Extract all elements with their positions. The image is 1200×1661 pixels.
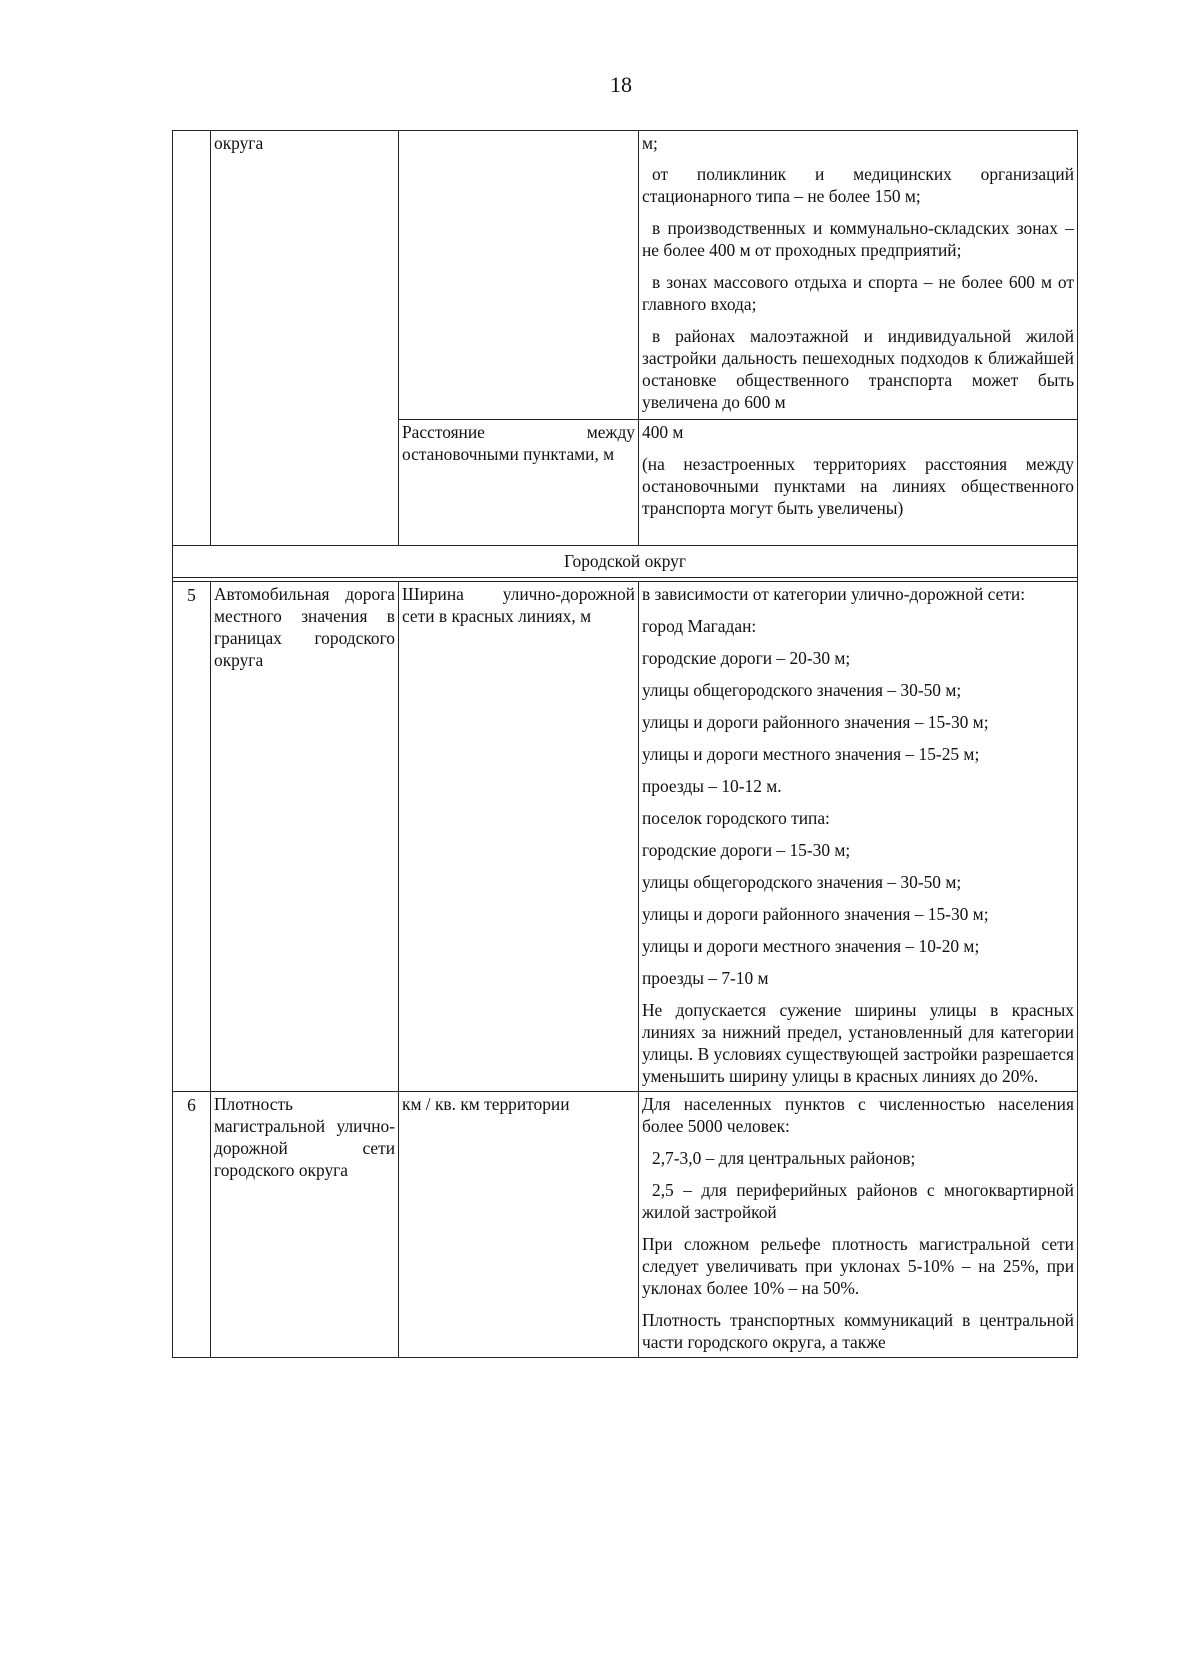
- object-name: округа: [214, 133, 264, 153]
- requirement-line: м;: [642, 133, 658, 153]
- requirement-line: в производственных и коммунально-складских зонах – не более 400 м от проходных предприятий;: [642, 218, 1074, 260]
- requirement-value: 400 м: [642, 422, 684, 442]
- object-name-cell: [211, 1092, 399, 1358]
- requirement-line: При сложном рельефе плотность магистральной сети следует увеличивать при уклонах 5-10% – на 25%, при уклонах более 10% – на 50%.: [642, 1234, 1074, 1298]
- requirement-line: улицы общегородского значения – 30-50 м;: [642, 680, 962, 700]
- requirement-line: проезды – 10-12 м.: [642, 776, 782, 796]
- requirement-line: город Магадан:: [642, 616, 757, 636]
- requirement-line: Для населенных пунктов с численностью населения более 5000 человек:: [642, 1094, 1074, 1136]
- table-row: [173, 131, 1078, 420]
- indicator-text: км / кв. км территории: [402, 1094, 570, 1114]
- indicator-cell: [399, 1092, 639, 1358]
- object-name-cell: [211, 131, 399, 546]
- requirement-line: поселок городского типа:: [642, 808, 830, 828]
- indicator-cell: [399, 420, 639, 546]
- requirement-line: от поликлиник и медицинских организаций стационарного типа – не более 150 м;: [642, 164, 1074, 206]
- requirement-line: в районах малоэтажной и индивидуальной жилой застройки дальность пешеходных подходов к ближайшей остановке общественного транспорта может быть увеличена до 600 м: [642, 326, 1074, 412]
- indicator-text: Ширина улично-дорожной сети в красных линиях, м: [402, 584, 635, 626]
- indicator-cell: [399, 582, 639, 1092]
- requirement-line: улицы и дороги местного значения – 10-20 м;: [642, 936, 980, 956]
- requirement-line: улицы и дороги районного значения – 15-30 м;: [642, 904, 989, 924]
- requirement-cell: [639, 1092, 1078, 1358]
- row-number-cell: 6: [173, 1092, 211, 1358]
- page-number: 18: [610, 72, 632, 97]
- requirement-cell: [639, 582, 1078, 1092]
- requirement-line: улицы и дороги районного значения – 15-30 м;: [642, 712, 989, 732]
- object-name: Автомобильная дорога местного значения в границах городского округа: [214, 584, 395, 670]
- requirement-line: Не допускается сужение ширины улицы в красных линиях за нижний предел, установленный для категории улицы. В условиях существующей застройки разрешается уменьшить ширину улицы в красных линиях до 20%.: [642, 1000, 1074, 1086]
- row-number-cell: [173, 131, 211, 546]
- object-name-cell: [211, 582, 399, 1092]
- norms-table: [172, 130, 1078, 1358]
- indicator-text: Расстояние между остановочными пунктами, м: [402, 422, 635, 464]
- requirement-line: проезды – 7-10 м: [642, 968, 769, 988]
- row-number-cell: 5: [173, 582, 211, 1092]
- requirement-line: 2,5 – для периферийных районов с многоквартирной жилой застройкой: [642, 1180, 1074, 1222]
- requirement-line: в зависимости от категории улично-дорожной сети:: [642, 584, 1026, 604]
- requirement-line: городские дороги – 15-30 м;: [642, 840, 851, 860]
- section-title: Городской округ: [173, 546, 1078, 578]
- requirement-line: в зонах массового отдыха и спорта – не более 600 м от главного входа;: [642, 272, 1074, 314]
- table-row: [173, 582, 1078, 1092]
- requirement-cell: [639, 131, 1078, 420]
- requirement-line: городские дороги – 20-30 м;: [642, 648, 851, 668]
- indicator-cell: [399, 131, 639, 420]
- requirement-line: улицы и дороги местного значения – 15-25 м;: [642, 744, 980, 764]
- requirement-note: (на незастроенных территориях расстояния между остановочными пунктами на линиях общественного транспорта могут быть увеличены): [642, 454, 1074, 518]
- object-name: Плотность магистральной улично-дорожной сети городского округа: [214, 1094, 395, 1180]
- table-row: [173, 1092, 1078, 1358]
- requirement-line: Плотность транспортных коммуникаций в центральной части городского округа, а также: [642, 1310, 1074, 1352]
- requirement-line: улицы общегородского значения – 30-50 м;: [642, 872, 962, 892]
- section-header-row: [173, 546, 1078, 578]
- requirement-line: 2,7-3,0 – для центральных районов;: [652, 1148, 916, 1168]
- requirement-cell: [639, 420, 1078, 546]
